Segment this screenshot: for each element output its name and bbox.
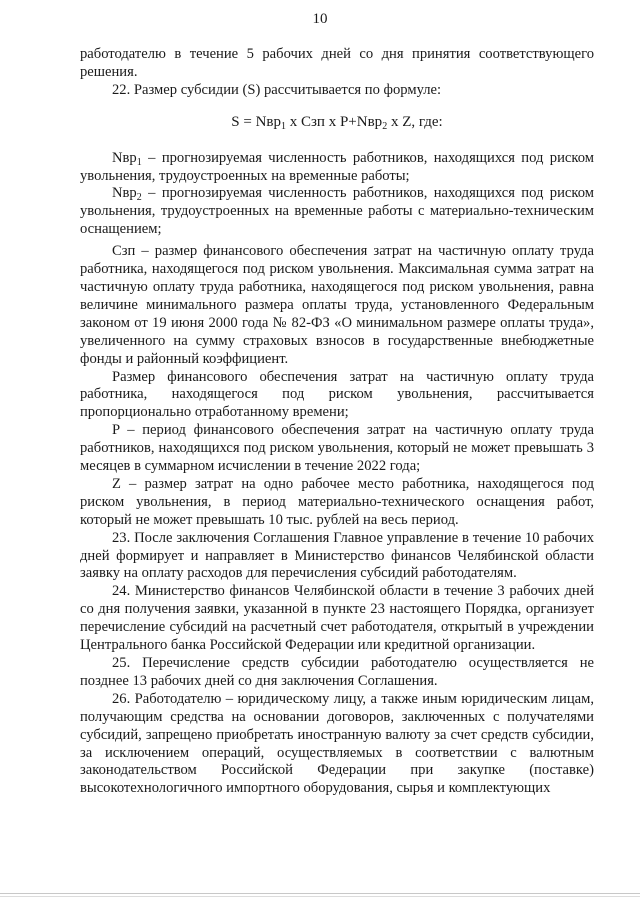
definition-szp-proportion: Размер финансового обеспечения затрат на частичную оплату труда работника, находящегося под риском увольнения, рассчитывается пропорционально отработанному времени; bbox=[80, 368, 594, 421]
paragraph-24: 24. Министерство финансов Челябинской области в течение 3 рабочих дней со дня получения заявки, указанной в пункте 23 настоящего Порядка, организует перечисление субсидий на расчетный счет работодателя, открытый в учреждении Центрального банка Российской Федерации или кредитной организации. bbox=[80, 583, 594, 654]
paragraph-continuation: работодателю в течение 5 рабочих дней со дня принятия соответствующего решения. bbox=[80, 46, 594, 80]
definition-nvr1 bbox=[80, 150, 594, 186]
formula-subscript: 2 bbox=[382, 120, 388, 132]
definition-period: P – период финансового обеспечения затрат на частичную оплату труда работников, находящихся под риском увольнения, который не может превышать 3 месяцев в суммарном исчислении в течение 2022 года; bbox=[80, 422, 594, 475]
formula-part: x Z, где: bbox=[387, 113, 443, 130]
formula-part: x Сзп x P+Nвр bbox=[286, 113, 383, 130]
definition-text: – прогнозируемая численность работников, находящихся под риском увольнения, трудоустроенных на временные работы с материально-техническим оснащением; bbox=[80, 185, 594, 238]
definition-subscript: 1 bbox=[136, 156, 142, 168]
paragraph-25: 25. Перечисление средств субсидии работодателю осуществляется не позднее 13 рабочих дней со дня заключения Соглашения. bbox=[80, 655, 594, 689]
paragraph-22: 22. Размер субсидии (S) рассчитывается по формуле: bbox=[112, 81, 442, 98]
definition-nvr2 bbox=[80, 185, 594, 239]
paragraph-23: 23. После заключения Соглашения Главное управление в течение 10 рабочих дней формирует и направляет в Министерство финансов Челябинской области заявку на оплату расходов для перечисления субсидий работодателям. bbox=[80, 529, 594, 582]
definition-symbol: Nвр bbox=[112, 185, 137, 202]
formula-part: S = Nвр bbox=[231, 113, 281, 130]
definition-symbol: Nвр bbox=[112, 149, 137, 166]
page-bottom-rule bbox=[0, 893, 640, 897]
definition-szp: Сзп – размер финансового обеспечения затрат на частичную оплату труда работника, находящегося под риском увольнения. Максимальная сумма затрат на частичную оплату труда работника, находящегося под риском увольнения, равна величине минимального размера оплаты труда, установленного Федеральным законом от 19 июня 2000 года № 82-ФЗ «О минимальном размере оплаты труда», увеличенного на сумму страховых взносов в государственные внебюджетные фонды и районный коэффициент. bbox=[80, 243, 594, 367]
paragraph-26: 26. Работодателю – юридическому лицу, а также иным юридическим лицам, получающим средства на основании договоров, заключенных с получателями субсидий, запрещено приобретать иностранную валюту за счет средств субсидии, за исключением операций, осуществляемых в соответствии с валютным законодательством Российской Федерации при закупке (поставке) высокотехнологичного импортного оборудования, сырья и комплектующих bbox=[80, 690, 594, 797]
document-body bbox=[80, 46, 594, 798]
formula-subscript: 1 bbox=[281, 120, 286, 132]
definition-subscript: 2 bbox=[136, 192, 142, 204]
page-number: 10 bbox=[312, 11, 328, 27]
definition-text: – прогнозируемая численность работников, находящихся под риском увольнения, трудоустроенных на временные работы; bbox=[80, 149, 594, 184]
subsidy-formula bbox=[80, 114, 594, 132]
definition-z: Z – размер затрат на одно рабочее место работника, находящегося под риском увольнения, в период материально-технического оснащения работ, который не может превышать 10 тыс. рублей на весь период. bbox=[80, 475, 594, 528]
